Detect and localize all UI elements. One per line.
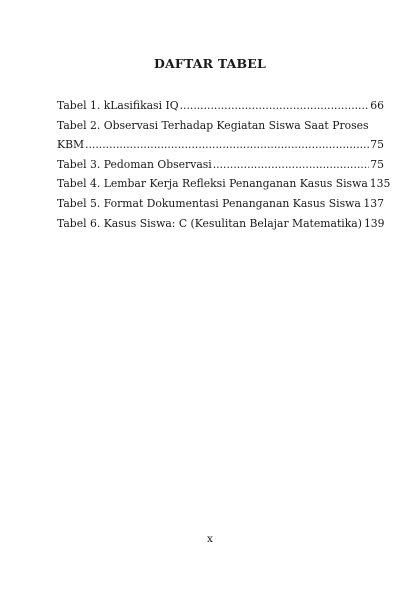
dot-leader	[213, 155, 370, 175]
toc-entry-2[interactable]	[57, 116, 384, 155]
dot-leader	[362, 194, 363, 214]
toc-entry-label: Tabel 2. Observasi Terhadap Kegiatan Siswa Saat Proses	[57, 118, 369, 132]
toc-line	[57, 116, 384, 136]
toc-entry-3[interactable]	[57, 155, 384, 175]
table-of-contents	[57, 96, 391, 233]
dot-leader	[85, 135, 369, 155]
page-number: x	[207, 533, 213, 545]
toc-entry-label: Tabel 1. kLasifikasi IQ	[57, 99, 179, 112]
toc-line	[57, 155, 384, 175]
toc-entry-page: 66	[370, 99, 384, 112]
toc-line	[57, 174, 391, 194]
toc-entry-label: Tabel 5. Format Dokumentasi Penanganan Kasus Siswa	[57, 196, 361, 210]
toc-entry-label: Tabel 6. Kasus Siswa: C (Kesulitan Belajar Matematika)	[57, 216, 362, 230]
toc-entry-label: Tabel 4. Lembar Kerja Refleksi Penanganan Kasus Siswa	[57, 177, 368, 191]
toc-entry-1[interactable]	[57, 96, 384, 116]
page-title: DAFTAR TABEL	[153, 56, 267, 71]
toc-entry-label: Tabel 3. Pedoman Observasi	[57, 157, 212, 171]
toc-entry-6[interactable]	[57, 214, 384, 234]
toc-entry-page: 137	[363, 196, 384, 210]
toc-line	[57, 214, 384, 234]
toc-line-continuation	[57, 135, 384, 155]
toc-entry-page: 75	[370, 157, 384, 171]
toc-line	[57, 96, 384, 116]
toc-entry-label-continuation: KBM	[57, 138, 85, 152]
toc-line	[57, 194, 384, 214]
toc-entry-5[interactable]	[57, 194, 384, 214]
toc-entry-page: 75	[370, 138, 384, 152]
toc-entry-page: 135	[369, 177, 391, 191]
toc-entry-4[interactable]	[57, 174, 391, 194]
dot-leader	[180, 96, 370, 116]
toc-entry-page: 139	[363, 216, 385, 230]
